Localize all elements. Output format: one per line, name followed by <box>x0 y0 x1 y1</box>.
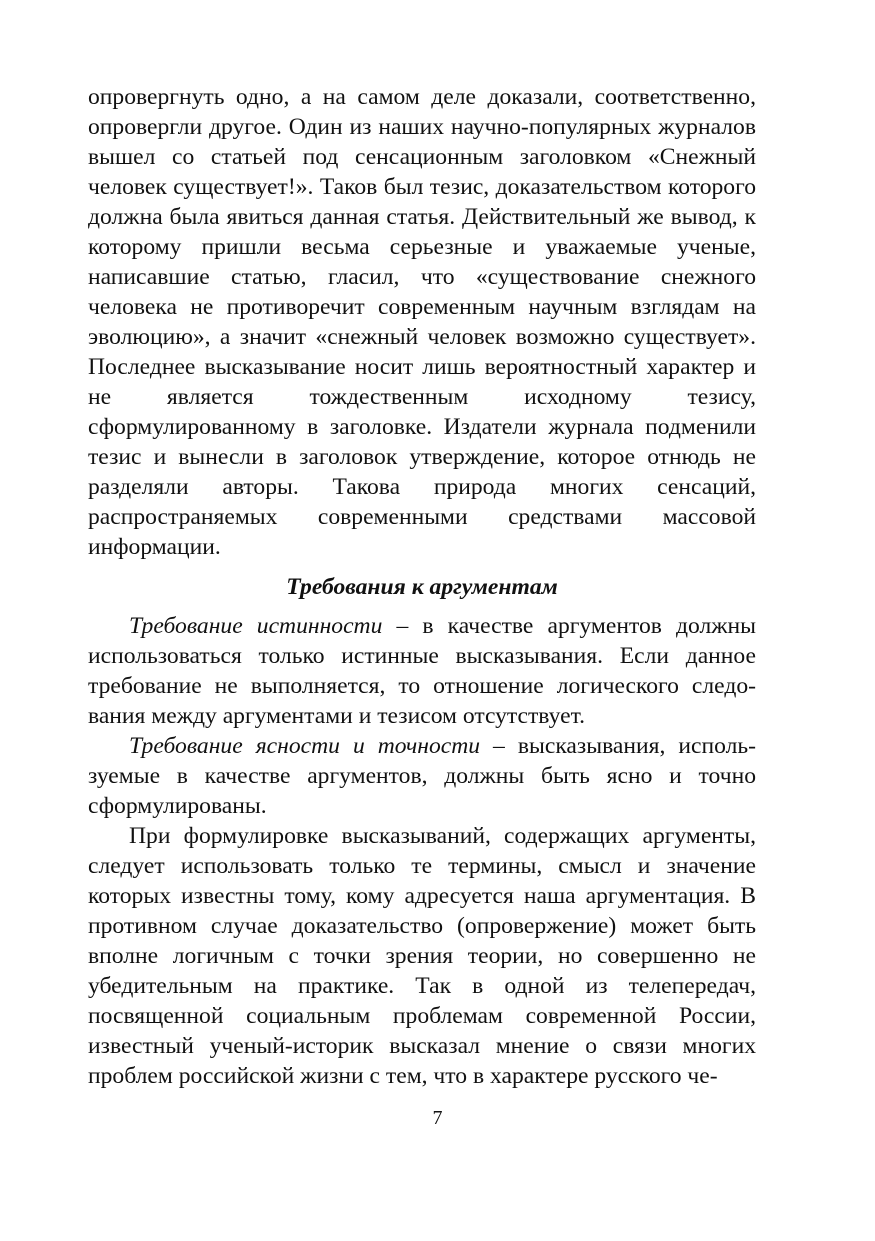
definition-truth-requirement: – в качестве аргументов должны использоваться только истинные высказывания. Если данное требование не выполняется, то отношение логического следования между аргументами и тезисом отсутствует. <box>88 613 757 729</box>
term-clarity-requirement: Требование ясности и точности <box>129 733 481 759</box>
paragraph-continuation: опровергнуть одно, а на самом деле доказали, соответственно, опровергли другое. Один из наших научно-популярных журналов вышел со статьей под сенсационным заголовком «Снежный человек существует!». Таков был тезис, доказательством которого должна была явиться данная статья. Действительный же вывод, к которому пришли весьма серьезные и уважаемые ученые, написавшие статью, гласил, что «существование снежного человека не противоречит современным научным взглядам на эволюцию», а значит «снежный человек возможно существует». Последнее высказывание носит лишь вероятностный характер и не является тождественным исходному тезису, сформулированному в заголовке. Издатели журнала подменили тезис и вынесли в заголовок утверждение, которое отнюдь не разделяли авторы. Такова природа многих сенсаций, распространяемых современными средствами массовой информации. <box>88 84 756 560</box>
paragraph-terminology: При формулировке высказываний, содержащих аргументы, следует использовать только те термины, смысл и значение которых известны тому, кому адресуется наша аргументация. В противном случае доказательство (опровержение) может быть вполне логичным с точки зрения теории, но совершенно не убедительным на практике. Так в одной из телепередач, посвященной социальным проблемам современной России, известный ученый-историк высказал мнение о связи многих проблем российской жизни с тем, что в характере русского че- <box>88 823 756 1089</box>
paragraph-clarity-requirement <box>88 731 756 821</box>
page-body <box>88 82 756 1091</box>
page-number: 7 <box>432 1107 443 1129</box>
definition-clarity-requirement: – высказывания, используемые в качестве аргументов, должны быть ясно и точно сформулированы. <box>88 733 756 819</box>
paragraph-truth-requirement <box>88 611 756 731</box>
term-truth-requirement: Требование истинности <box>129 613 383 639</box>
section-heading: Требования к аргументам <box>286 574 558 600</box>
